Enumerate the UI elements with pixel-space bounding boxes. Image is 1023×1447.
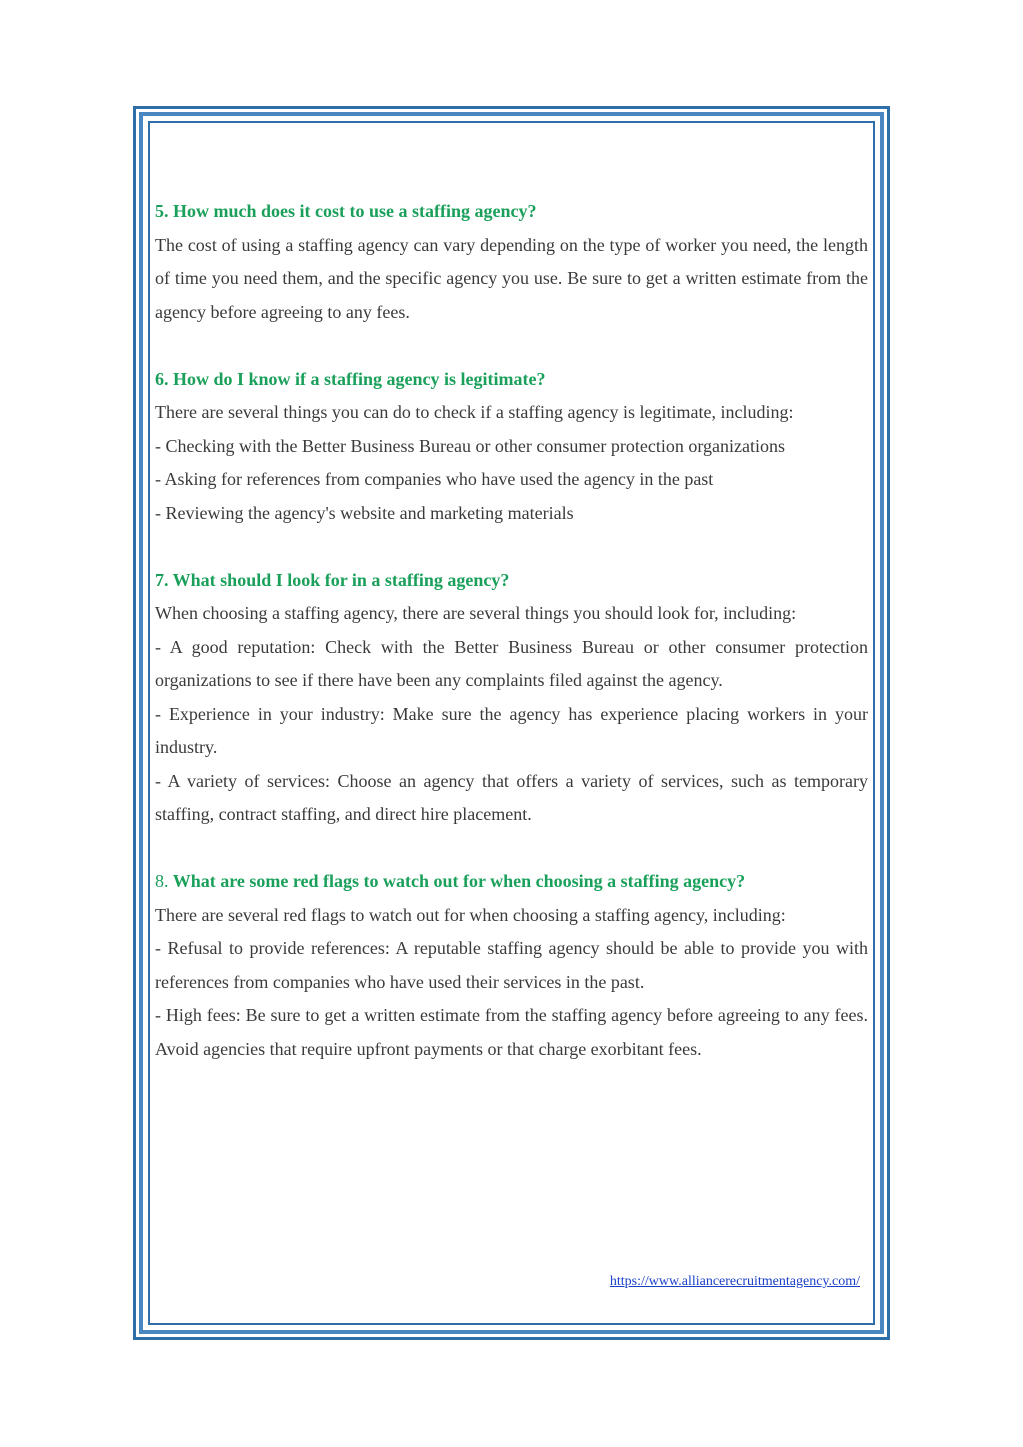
faq-section-7 (155, 564, 868, 832)
faq-section-6 (155, 363, 868, 531)
section-heading: 5. How much does it cost to use a staffing agency? (155, 201, 537, 221)
paragraph: There are several things you can do to check if a staffing agency is legitimate, including: (155, 402, 794, 422)
document-body (155, 195, 868, 1100)
section-number: 8. (155, 871, 169, 891)
footer (610, 1272, 860, 1292)
list-item: - Asking for references from companies who have used the agency in the past (155, 469, 714, 489)
list-item: - A good reputation: Check with the Better Business Bureau or other consumer protection organizations to see if there have been any complaints filed against the agency. (155, 636, 868, 690)
list-item: - Refusal to provide references: A reputable staffing agency should be able to provide you with references from companies who have used their services in the past. (155, 938, 868, 992)
list-item: - Reviewing the agency's website and marketing materials (155, 502, 574, 523)
list-item: - Experience in your industry: Make sure the agency has experience placing workers in your industry. (155, 703, 868, 757)
faq-section-8 (155, 865, 868, 1066)
paragraph: There are several red flags to watch out for when choosing a staffing agency, including: (155, 904, 786, 925)
faq-section-5 (155, 195, 868, 329)
list-item: - Checking with the Better Business Bureau or other consumer protection organizations (155, 435, 786, 456)
section-heading: 7. What should I look for in a staffing agency? (155, 569, 510, 590)
section-heading: 6. How do I know if a staffing agency is legitimate? (155, 368, 546, 389)
list-item: - A variety of services: Choose an agency that offers a variety of services, such as temporary staffing, contract staffing, and direct hire placement. (155, 770, 868, 824)
list-item: - High fees: Be sure to get a written estimate from the staffing agency before agreeing to any fees. Avoid agencies that require upfront payments or that charge exorbitant fees. (155, 1005, 868, 1059)
website-link[interactable]: https://www.alliancerecruitmentagency.com/ (609, 1274, 860, 1289)
paragraph: When choosing a staffing agency, there are several things you should look for, including: (155, 603, 797, 623)
paragraph: The cost of using a staffing agency can vary depending on the type of worker you need, the length of time you need them, and the specific agency you use. Be sure to get a written estimate from the agency before agreeing to any fees. (155, 234, 868, 322)
section-heading-text: What are some red flags to watch out for when choosing a staffing agency? (172, 871, 746, 891)
section-heading (155, 865, 868, 899)
